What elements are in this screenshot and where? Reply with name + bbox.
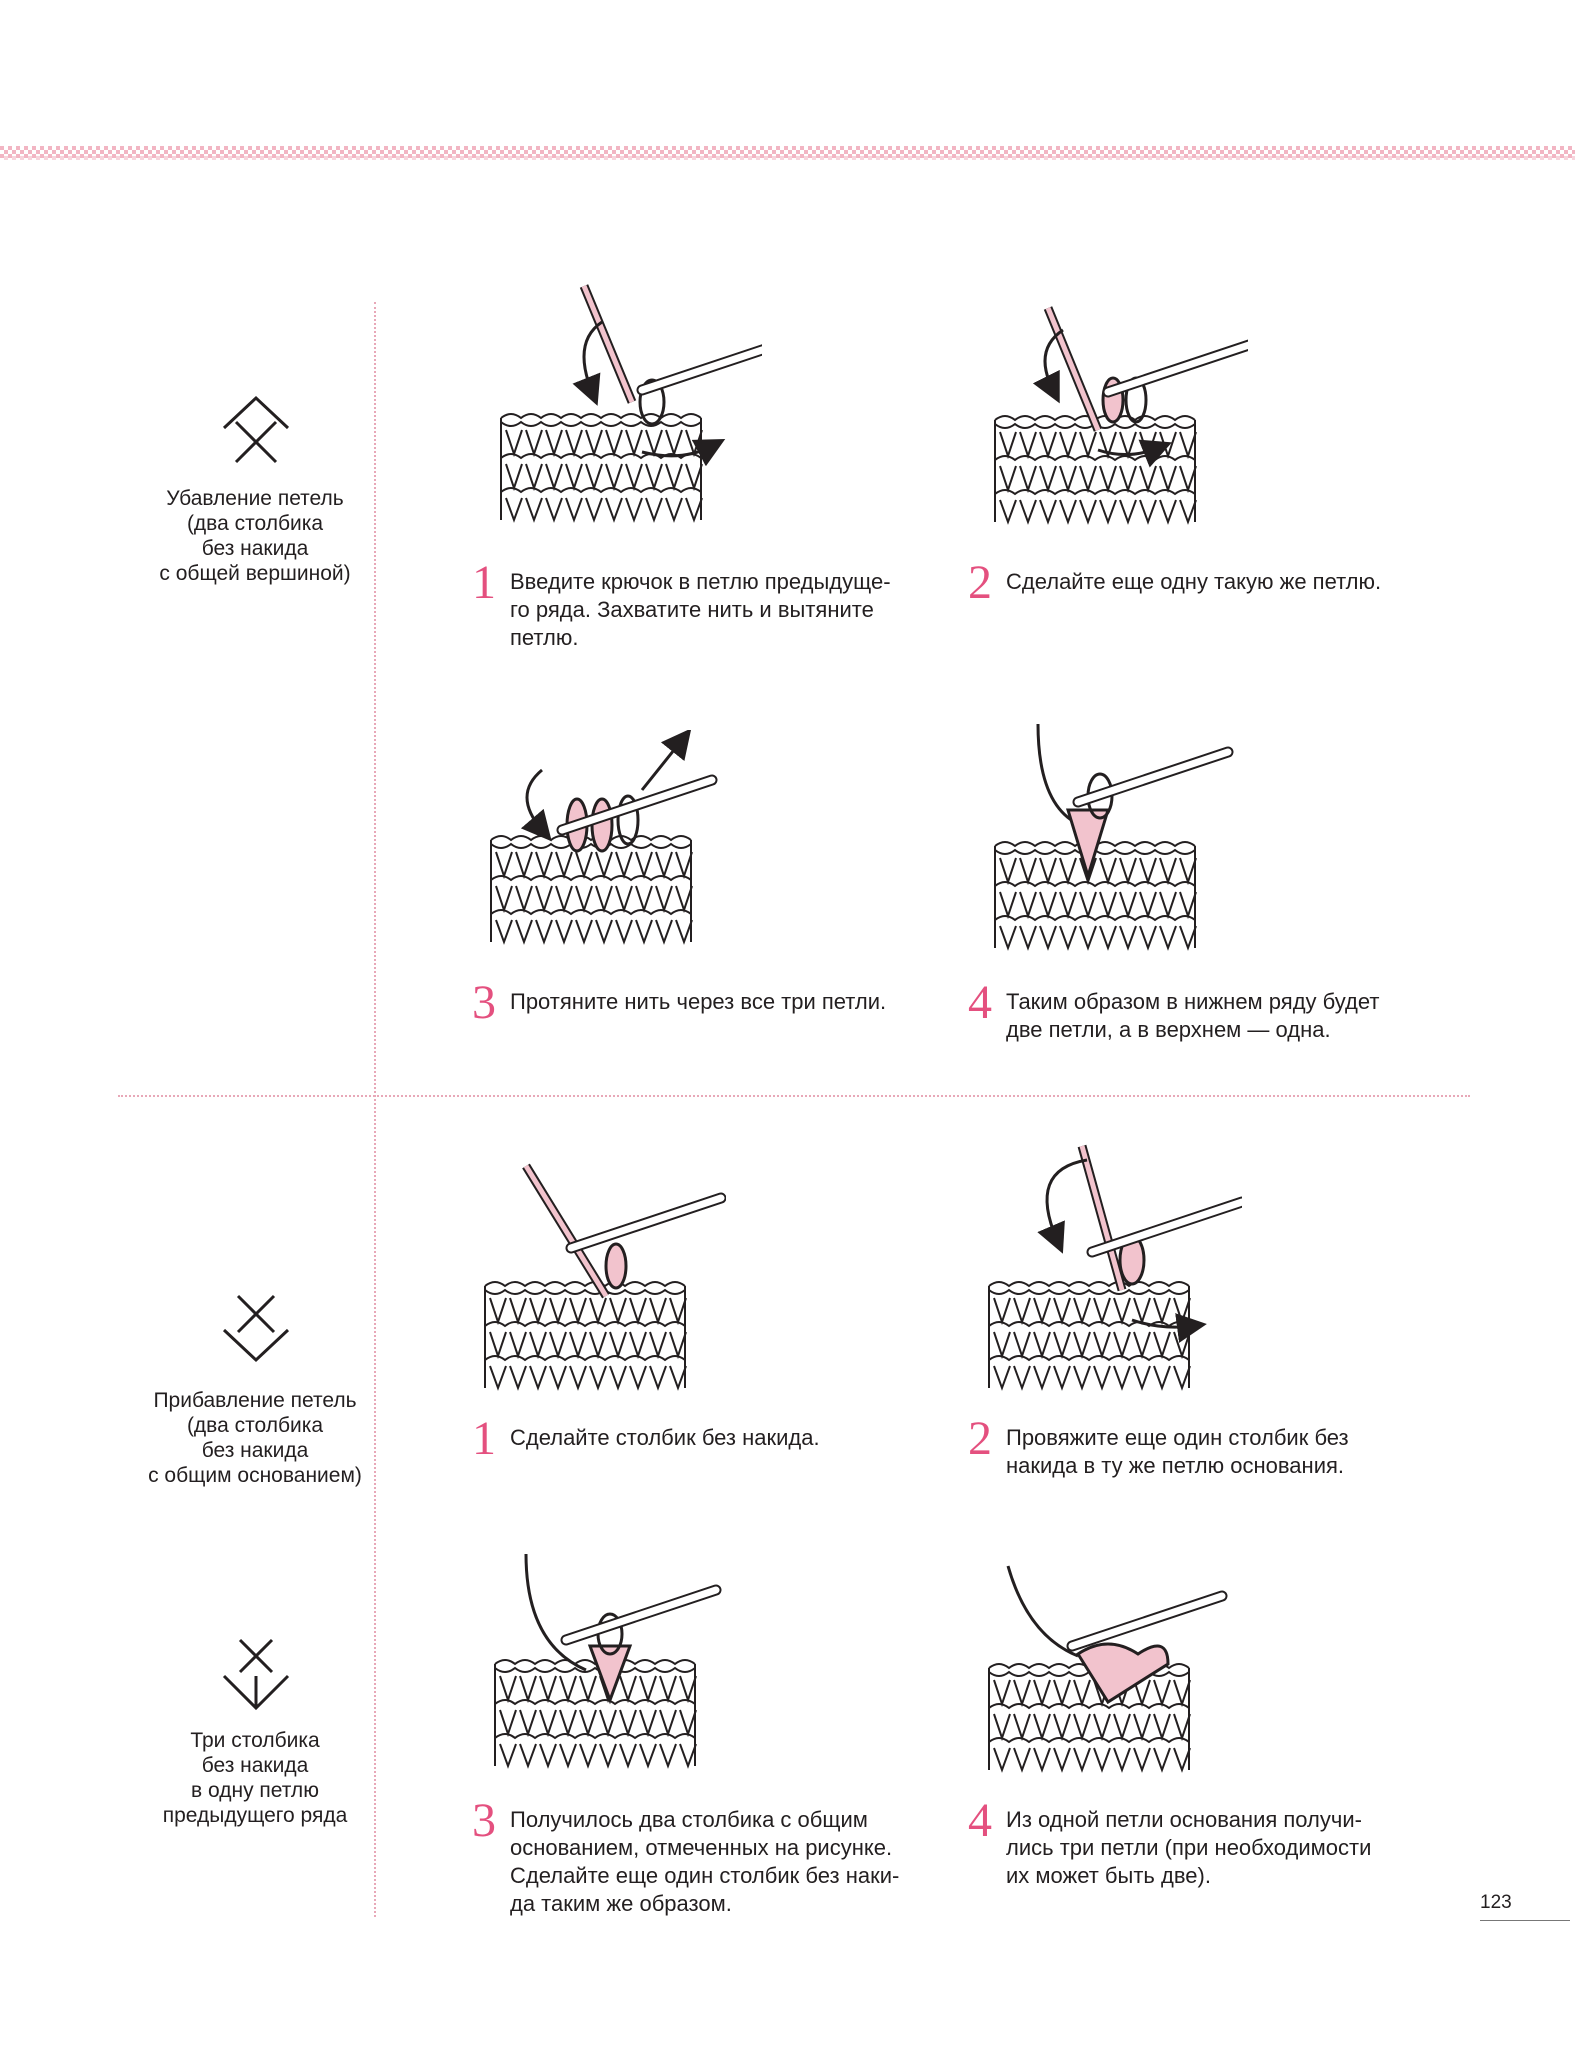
page-number-rule <box>1480 1920 1570 1921</box>
step-number: 3 <box>472 1794 496 1847</box>
label-line: Прибавление петель <box>153 1389 357 1412</box>
label-line: с общей вершиной) <box>159 562 351 585</box>
step-number: 2 <box>968 1412 992 1465</box>
step-text: Сделайте еще одну такую же петлю. <box>1006 569 1382 594</box>
step-number: 4 <box>968 976 992 1029</box>
label-line: Три столбика <box>190 1729 320 1752</box>
label-line: с общим основанием) <box>148 1464 362 1487</box>
illustration-inc-step-2 <box>982 1140 1242 1400</box>
step-caption <box>472 1412 922 1465</box>
illustration-dec-step-3 <box>482 730 772 950</box>
step-number: 1 <box>472 1412 496 1465</box>
step-number: 1 <box>472 556 496 609</box>
step-caption <box>472 556 922 652</box>
step-caption <box>968 1794 1438 1890</box>
illustration-dec-step-2 <box>988 300 1248 530</box>
step-number: 3 <box>472 976 496 1029</box>
label-line: в одну петлю <box>191 1779 319 1802</box>
section-divider <box>118 1095 1470 1097</box>
inc-2sc-one-base-icon <box>216 1290 296 1370</box>
step-caption <box>472 976 932 1029</box>
symbol-label-increase <box>130 1388 380 1488</box>
page-number: 123 <box>1480 1892 1512 1913</box>
step-text: Из одной петли основания получи- лись три петли (при необходимости их может быть две). <box>1006 1807 1372 1888</box>
step-caption <box>968 556 1438 609</box>
step-text: Протяните нить через все три петли. <box>510 989 887 1014</box>
step-text: Таким образом в нижнем ряду будет две петли, а в верхнем — одна. <box>1006 989 1380 1042</box>
label-line: (два столбика <box>186 512 324 535</box>
symbol-label-decrease <box>130 486 380 586</box>
step-text: Получилось два столбика с общим основанием, отмеченных на рисунке. Сделайте еще один столбик без наки- да таким же образом. <box>510 1807 900 1916</box>
label-line: без накида <box>201 1754 309 1777</box>
step-text: Введите крючок в петлю предыдуще- го ряда. Захватите нить и вытяните петлю. <box>510 569 891 650</box>
label-line: Убавление петель <box>166 487 344 510</box>
label-line: предыдущего ряда <box>162 1804 348 1827</box>
illustration-dec-step-1 <box>492 282 762 532</box>
label-line: (два столбика <box>186 1414 324 1437</box>
inc-3sc-one-base-icon <box>216 1636 296 1716</box>
dec-2sc-together-icon <box>216 388 296 468</box>
decorative-border <box>0 146 1575 160</box>
step-text: Сделайте столбик без накида. <box>510 1425 820 1450</box>
symbol-label-3sc <box>130 1728 380 1828</box>
illustration-inc-step-4 <box>982 1562 1232 1782</box>
label-line: без накида <box>201 1439 309 1462</box>
illustration-inc-step-1 <box>476 1156 726 1396</box>
step-caption <box>472 1794 932 1918</box>
step-caption <box>968 976 1438 1044</box>
illustration-dec-step-4 <box>988 716 1238 956</box>
step-text: Провяжите еще один столбик без накида в ту же петлю основания. <box>1006 1425 1349 1478</box>
step-caption <box>968 1412 1438 1480</box>
label-line: без накида <box>201 537 309 560</box>
step-number: 4 <box>968 1794 992 1847</box>
illustration-inc-step-3 <box>486 1550 736 1770</box>
step-number: 2 <box>968 556 992 609</box>
